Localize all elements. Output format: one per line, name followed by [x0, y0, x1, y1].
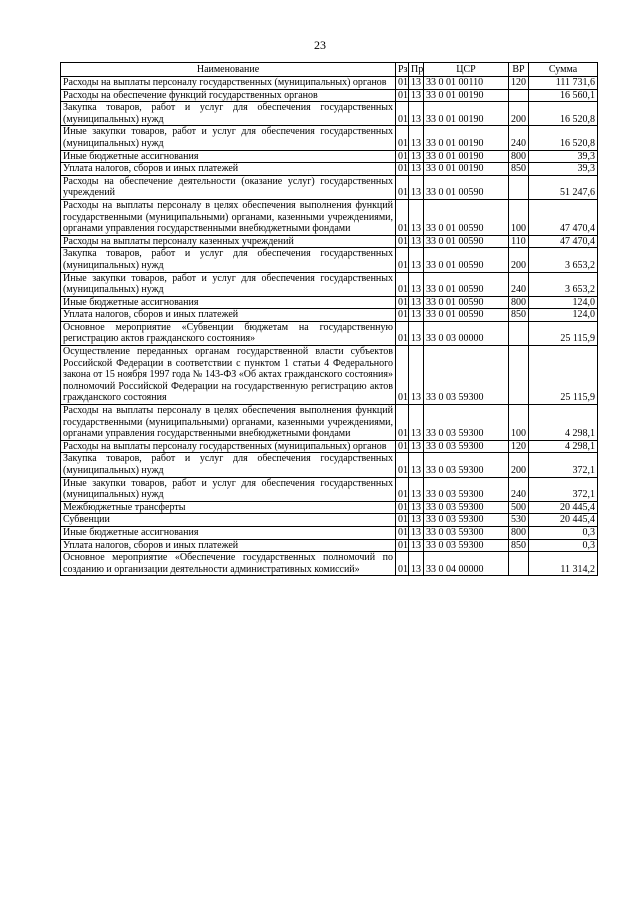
cell-pr: 13	[409, 309, 424, 322]
cell-rz: 01	[396, 126, 409, 150]
cell-pr: 13	[409, 235, 424, 248]
cell-csr: 33 0 01 00590	[424, 175, 509, 199]
cell-rz: 01	[396, 272, 409, 296]
cell-rz: 01	[396, 453, 409, 477]
cell-csr: 33 0 03 59300	[424, 453, 509, 477]
cell-csr: 33 0 01 00190	[424, 89, 509, 102]
cell-pr: 13	[409, 346, 424, 405]
cell-csr: 33 0 01 00190	[424, 102, 509, 126]
table-row	[61, 346, 598, 405]
cell-sum: 124,0	[529, 296, 598, 309]
cell-vr: 800	[509, 296, 529, 309]
column-header-pr: Пр	[409, 63, 424, 77]
cell-rz: 01	[396, 440, 409, 453]
cell-rz: 01	[396, 150, 409, 163]
cell-vr	[509, 346, 529, 405]
cell-pr: 13	[409, 150, 424, 163]
cell-vr: 500	[509, 501, 529, 514]
cell-vr: 800	[509, 526, 529, 539]
cell-pr: 13	[409, 514, 424, 527]
cell-name: Межбюджетные трансферты	[61, 501, 396, 514]
cell-csr: 33 0 03 59300	[424, 440, 509, 453]
cell-sum: 16 520,8	[529, 102, 598, 126]
cell-vr: 200	[509, 453, 529, 477]
cell-sum: 124,0	[529, 309, 598, 322]
table-row	[61, 526, 598, 539]
cell-name: Расходы на выплаты персоналу государственных (муниципальных) органов	[61, 440, 396, 453]
cell-pr: 13	[409, 296, 424, 309]
cell-vr: 110	[509, 235, 529, 248]
cell-rz: 01	[396, 346, 409, 405]
cell-sum: 111 731,6	[529, 77, 598, 90]
cell-pr: 13	[409, 248, 424, 272]
cell-vr: 850	[509, 309, 529, 322]
cell-sum: 11 314,2	[529, 552, 598, 576]
cell-csr: 33 0 01 00590	[424, 199, 509, 235]
cell-name: Закупка товаров, работ и услуг для обеспечения государственных (муниципальных) нужд	[61, 248, 396, 272]
cell-sum: 25 115,9	[529, 346, 598, 405]
cell-sum: 47 470,4	[529, 235, 598, 248]
cell-name: Расходы на обеспечение функций государственных органов	[61, 89, 396, 102]
cell-pr: 13	[409, 163, 424, 176]
cell-pr: 13	[409, 440, 424, 453]
table-row	[61, 477, 598, 501]
cell-rz: 01	[396, 296, 409, 309]
cell-csr: 33 0 03 59300	[424, 526, 509, 539]
cell-sum: 372,1	[529, 453, 598, 477]
cell-vr: 240	[509, 477, 529, 501]
cell-rz: 01	[396, 321, 409, 345]
cell-csr: 33 0 04 00000	[424, 552, 509, 576]
cell-name: Расходы на обеспечение деятельности (оказание услуг) государственных учреждений	[61, 175, 396, 199]
table-row	[61, 501, 598, 514]
cell-rz: 01	[396, 77, 409, 90]
column-header-vr: ВР	[509, 63, 529, 77]
cell-vr: 200	[509, 102, 529, 126]
table-row	[61, 309, 598, 322]
cell-csr: 33 0 01 00190	[424, 163, 509, 176]
cell-rz: 01	[396, 199, 409, 235]
table-row	[61, 102, 598, 126]
cell-name: Расходы на выплаты персоналу казенных учреждений	[61, 235, 396, 248]
cell-csr: 33 0 03 59300	[424, 501, 509, 514]
cell-pr: 13	[409, 126, 424, 150]
cell-sum: 0,3	[529, 539, 598, 552]
table-row	[61, 199, 598, 235]
cell-sum: 16 520,8	[529, 126, 598, 150]
table-row	[61, 77, 598, 90]
cell-pr: 13	[409, 539, 424, 552]
table-row	[61, 175, 598, 199]
cell-name: Основное мероприятие «Обеспечение государственных полномочий по созданию и организации деятельности административных комиссий»	[61, 552, 396, 576]
cell-sum: 3 653,2	[529, 248, 598, 272]
cell-pr: 13	[409, 453, 424, 477]
cell-csr: 33 0 03 59300	[424, 539, 509, 552]
cell-name: Закупка товаров, работ и услуг для обеспечения государственных (муниципальных) нужд	[61, 102, 396, 126]
table-row	[61, 440, 598, 453]
cell-csr: 33 0 03 59300	[424, 477, 509, 501]
cell-sum: 0,3	[529, 526, 598, 539]
table-row	[61, 272, 598, 296]
cell-rz: 01	[396, 248, 409, 272]
cell-sum: 16 560,1	[529, 89, 598, 102]
table-row	[61, 453, 598, 477]
cell-sum: 51 247,6	[529, 175, 598, 199]
table-row	[61, 514, 598, 527]
cell-name: Иные закупки товаров, работ и услуг для обеспечения государственных (муниципальных) нужд	[61, 126, 396, 150]
cell-vr: 240	[509, 126, 529, 150]
cell-csr: 33 0 01 00190	[424, 126, 509, 150]
cell-sum: 4 298,1	[529, 405, 598, 441]
cell-pr: 13	[409, 526, 424, 539]
cell-name: Иные закупки товаров, работ и услуг для обеспечения государственных (муниципальных) нужд	[61, 477, 396, 501]
cell-vr: 120	[509, 440, 529, 453]
cell-pr: 13	[409, 175, 424, 199]
table-row	[61, 552, 598, 576]
column-header-sum: Сумма	[529, 63, 598, 77]
cell-pr: 13	[409, 405, 424, 441]
cell-vr: 530	[509, 514, 529, 527]
cell-rz: 01	[396, 477, 409, 501]
column-header-csr: ЦСР	[424, 63, 509, 77]
cell-rz: 01	[396, 526, 409, 539]
cell-rz: 01	[396, 309, 409, 322]
table-row	[61, 163, 598, 176]
cell-vr: 850	[509, 539, 529, 552]
cell-name: Иные бюджетные ассигнования	[61, 150, 396, 163]
cell-csr: 33 0 01 00590	[424, 235, 509, 248]
cell-pr: 13	[409, 501, 424, 514]
table-row	[61, 248, 598, 272]
cell-sum: 20 445,4	[529, 501, 598, 514]
cell-rz: 01	[396, 235, 409, 248]
cell-csr: 33 0 01 00590	[424, 309, 509, 322]
cell-sum: 39,3	[529, 163, 598, 176]
cell-name: Основное мероприятие «Субвенции бюджетам на государственную регистрацию актов гражданского состояния»	[61, 321, 396, 345]
cell-pr: 13	[409, 552, 424, 576]
table-row	[61, 321, 598, 345]
cell-name: Расходы на выплаты персоналу в целях обеспечения выполнения функций государственными (муниципальными) органами, казенными учреждениями, органами управления государственными внебюджетными фондами	[61, 199, 396, 235]
cell-csr: 33 0 01 00190	[424, 150, 509, 163]
cell-rz: 01	[396, 514, 409, 527]
cell-vr: 240	[509, 272, 529, 296]
budget-table	[60, 62, 598, 576]
cell-name: Иные закупки товаров, работ и услуг для обеспечения государственных (муниципальных) нужд	[61, 272, 396, 296]
cell-name: Иные бюджетные ассигнования	[61, 526, 396, 539]
cell-sum: 372,1	[529, 477, 598, 501]
cell-csr: 33 0 01 00590	[424, 296, 509, 309]
cell-vr	[509, 552, 529, 576]
table-row	[61, 296, 598, 309]
column-header-rz: Рз	[396, 63, 409, 77]
table-row	[61, 126, 598, 150]
cell-name: Закупка товаров, работ и услуг для обеспечения государственных (муниципальных) нужд	[61, 453, 396, 477]
cell-csr: 33 0 03 59300	[424, 514, 509, 527]
cell-pr: 13	[409, 272, 424, 296]
cell-name: Осуществление переданных органам государственной власти субъектов Российской Федерации в соответствии с пунктом 1 статьи 4 Федерального закона от 15 ноября 1997 года № 143-ФЗ «Об актах гражданского состояния» полномочий Российской Федерации на государственную регистрацию актов гражданского состояния	[61, 346, 396, 405]
cell-rz: 01	[396, 539, 409, 552]
cell-name: Уплата налогов, сборов и иных платежей	[61, 309, 396, 322]
cell-vr: 100	[509, 405, 529, 441]
cell-pr: 13	[409, 77, 424, 90]
cell-rz: 01	[396, 552, 409, 576]
cell-name: Иные бюджетные ассигнования	[61, 296, 396, 309]
cell-rz: 01	[396, 501, 409, 514]
column-header-name: Наименование	[61, 63, 396, 77]
table-row	[61, 539, 598, 552]
cell-name: Расходы на выплаты персоналу в целях обеспечения выполнения функций государственными (муниципальными) органами, казенными учреждениями, органами управления государственными внебюджетными фондами	[61, 405, 396, 441]
cell-vr	[509, 321, 529, 345]
cell-rz: 01	[396, 89, 409, 102]
cell-sum: 20 445,4	[529, 514, 598, 527]
cell-rz: 01	[396, 175, 409, 199]
cell-pr: 13	[409, 102, 424, 126]
cell-csr: 33 0 01 00590	[424, 272, 509, 296]
cell-sum: 47 470,4	[529, 199, 598, 235]
table-header-row	[61, 63, 598, 77]
cell-sum: 25 115,9	[529, 321, 598, 345]
cell-pr: 13	[409, 321, 424, 345]
cell-rz: 01	[396, 163, 409, 176]
cell-sum: 4 298,1	[529, 440, 598, 453]
cell-vr: 120	[509, 77, 529, 90]
cell-vr	[509, 175, 529, 199]
cell-vr: 100	[509, 199, 529, 235]
cell-name: Расходы на выплаты персоналу государственных (муниципальных) органов	[61, 77, 396, 90]
cell-name: Уплата налогов, сборов и иных платежей	[61, 539, 396, 552]
cell-rz: 01	[396, 405, 409, 441]
cell-pr: 13	[409, 89, 424, 102]
table-row	[61, 150, 598, 163]
cell-name: Уплата налогов, сборов и иных платежей	[61, 163, 396, 176]
cell-rz: 01	[396, 102, 409, 126]
cell-csr: 33 0 01 00590	[424, 248, 509, 272]
cell-pr: 13	[409, 477, 424, 501]
cell-csr: 33 0 03 00000	[424, 321, 509, 345]
cell-sum: 39,3	[529, 150, 598, 163]
cell-vr: 800	[509, 150, 529, 163]
cell-csr: 33 0 03 59300	[424, 346, 509, 405]
table-row	[61, 235, 598, 248]
cell-vr	[509, 89, 529, 102]
cell-sum: 3 653,2	[529, 272, 598, 296]
cell-vr: 200	[509, 248, 529, 272]
cell-name: Субвенции	[61, 514, 396, 527]
cell-csr: 33 0 03 59300	[424, 405, 509, 441]
page-number: 23	[314, 38, 326, 52]
table-row	[61, 89, 598, 102]
cell-pr: 13	[409, 199, 424, 235]
cell-vr: 850	[509, 163, 529, 176]
table-body	[61, 77, 598, 576]
table-row	[61, 405, 598, 441]
cell-csr: 33 0 01 00110	[424, 77, 509, 90]
